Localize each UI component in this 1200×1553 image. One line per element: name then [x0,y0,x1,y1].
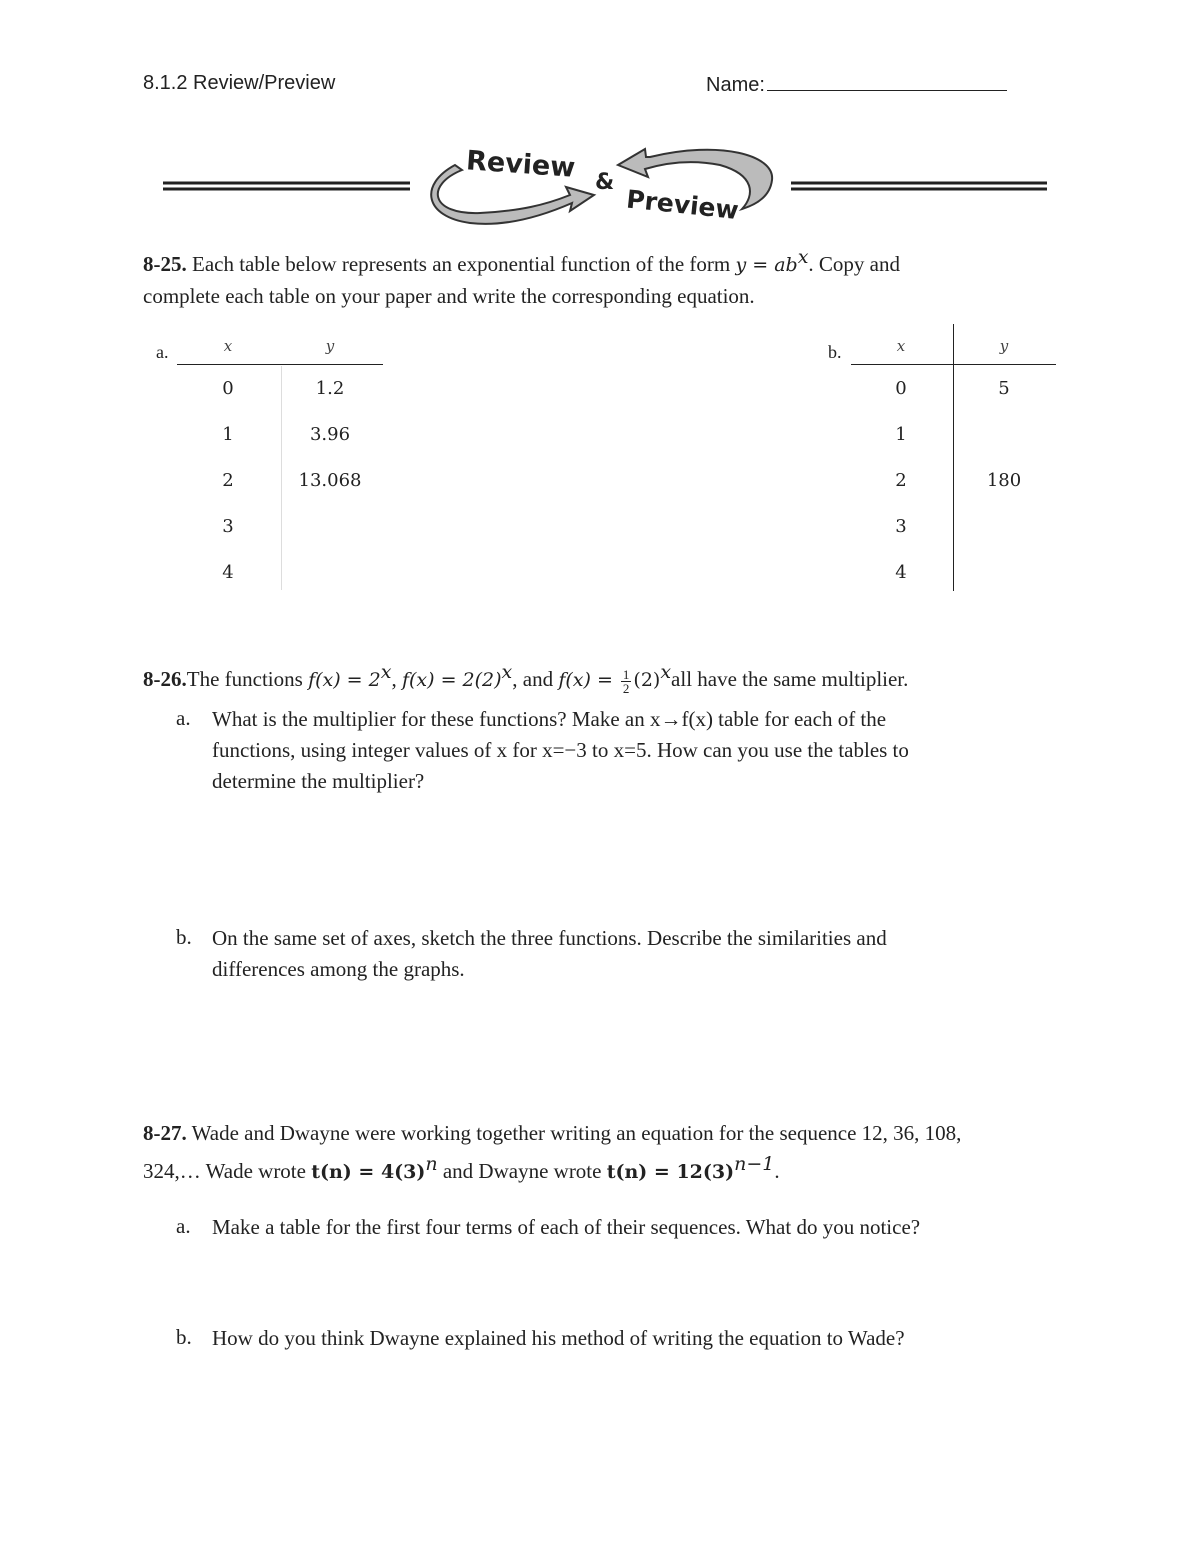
table-row: 3 [895,516,907,537]
table-b-head-y: y [999,337,1009,355]
table-row: 0 [895,378,907,399]
name-label: Name: [706,74,765,96]
table-row: 4 [895,562,907,583]
part-b-text: How do you think Dwayne explained his method of writing the equation to Wade? [212,1326,905,1350]
problem-number: 8-26. [143,667,187,691]
table-row: 13.068 [298,470,362,491]
function-3-exponent: x [660,661,672,683]
table-a-divider [281,366,282,590]
problem-text-end: all have the same multiplier. [671,667,909,691]
part-b-label: b. [176,925,192,949]
separator: , and [512,667,559,691]
table-b-head-x: x [896,337,906,355]
table-b-divider [953,324,954,591]
problem-number: 8-27. [143,1121,187,1145]
function-1: f(x) = 2 [308,669,381,691]
part-a-label: a. [176,706,191,730]
ampersand: & [595,170,615,195]
part-b-label: b. [176,1325,192,1349]
function-1-exponent: x [380,661,392,683]
review-preview-banner [0,135,1200,235]
part-a-line3: determine the multiplier? [212,769,425,793]
part-a-label: a. [176,1214,191,1238]
problem-text: . Copy and [808,252,900,276]
fraction [621,668,632,695]
problem-8-27-line2 [143,1153,1103,1188]
function-2: f(x) = 2(2) [401,669,502,691]
preview-word: Preview [625,184,740,226]
problem-8-27-line1 [143,1118,1103,1149]
table-a-head-y: y [325,337,335,355]
table-row: 5 [998,378,1010,399]
part-a-text: Make a table for the first four terms of each of their sequences. What do you notice? [212,1215,921,1239]
formula-exponent: x [797,246,809,268]
table-row: 180 [986,470,1022,491]
table-row: 2 [895,470,907,491]
table-row: 0 [222,378,234,399]
fraction-numerator: 1 [622,666,630,682]
table-row: 1 [222,424,234,445]
function-3-prefix: f(x) = [558,669,619,691]
dwayne-exponent: n−1 [734,1153,775,1175]
review-word: Review [465,145,577,184]
function-2-exponent: x [501,661,513,683]
table-a-head-x: x [223,337,233,355]
separator: , [391,667,402,691]
problem-text: and Dwayne wrote [437,1159,607,1183]
table-a-rule [177,364,383,365]
table-row: 3 [222,516,234,537]
problem-number: 8-25. [143,252,187,276]
table-a-label: a. [156,342,169,362]
table-row: 3.96 [309,424,351,445]
table-row: 2 [222,470,234,491]
table-row: 1.2 [315,378,345,399]
table-b-label: b. [828,342,842,362]
problem-text: The functions [186,667,309,691]
part-b-line1: On the same set of axes, sketch the three functions. Describe the similarities and [212,926,887,950]
formula: y = ab [735,254,798,276]
wade-equation: t(n) = 4(3) [311,1161,426,1183]
table-row: 1 [895,424,907,445]
problem-text-end: . [774,1159,780,1183]
dwayne-equation: t(n) = 12(3) [606,1161,735,1183]
problem-8-25-line2: complete each table on your paper and write the corresponding equation. [143,284,755,308]
right-rule [791,183,1047,189]
name-field [706,72,1007,97]
name-blank-line [767,72,1007,91]
problem-text: 324,… Wade wrote [143,1159,312,1183]
problem-8-25-text [143,246,1063,281]
table-row: 4 [222,562,234,583]
left-rule [163,183,410,189]
wade-exponent: n [425,1153,438,1175]
problem-8-26-text [143,661,1143,696]
problem-text: Wade and Dwayne were working together writing an equation for the sequence 12, 36, 108, [186,1121,962,1145]
fraction-denominator: 2 [622,680,630,696]
page-title: 8.1.2 Review/Preview [143,72,336,94]
part-b-line2: differences among the graphs. [212,957,465,981]
part-a-line1: What is the multiplier for these functions? Make an x→f(x) table for each of the [212,707,887,731]
function-3-base: (2) [633,669,661,691]
part-a-line2: functions, using integer values of x for x=−3 to x=5. How can you use the tables to [212,738,909,762]
problem-text: Each table below represents an exponential function of the form [186,252,736,276]
